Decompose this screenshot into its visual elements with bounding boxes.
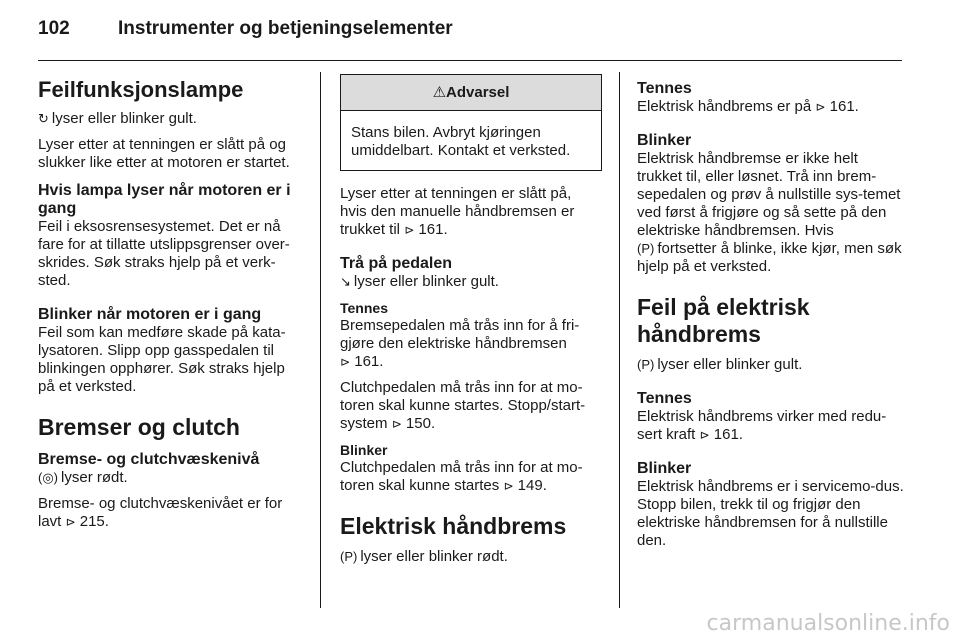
heading-tennes: Tennes — [340, 300, 388, 316]
page-ref[interactable]: 149. — [517, 477, 547, 494]
tennes-body: Elektrisk håndbrems er på ⊳ 161. — [637, 98, 859, 115]
heading-blinker: Blinker — [637, 132, 692, 149]
column-divider-1 — [320, 72, 321, 608]
page-ref-arrow-icon: ⊳ — [699, 428, 710, 442]
column-3 — [637, 70, 907, 558]
heading-tennes-2: Tennes — [637, 390, 692, 407]
clutch-body: Clutchpedalen må trås inn for at mo-toren skal kunne startes. Stopp/start-system ⊳ 150. — [340, 379, 586, 432]
heading-bremse-nivaa: Bremse- og clutchvæskenivå — [38, 451, 260, 468]
heading-bremser-clutch: Bremser og clutch — [38, 414, 240, 440]
parking-brake-icon: (P) — [340, 549, 358, 564]
nivaa-body: Bremse- og clutchvæskenivået er for lavt ⊳ 215. — [38, 495, 283, 530]
column-2 — [340, 70, 602, 574]
brake-fluid-icon: (◎) — [38, 470, 59, 485]
nivaa-status: (◎) lyser rødt. — [38, 469, 128, 486]
heading-feilfunksjonslampe: Feilfunksjonslampe — [38, 77, 244, 102]
engine-icon: ↻ — [38, 111, 49, 126]
blinker2-body: Elektrisk håndbrems er i servicemo-dus. Stopp bilen, trekk til og frigjør den elektriske håndbremsen for å nullstille den. — [637, 478, 904, 549]
warning-triangle-icon: ⚠ — [432, 84, 447, 101]
column-divider-2 — [619, 72, 620, 608]
tennes2-body: Elektrisk håndbrems virker med redu-sert kraft ⊳ 161. — [637, 408, 887, 443]
watermark: carmanualsonline.info — [706, 611, 950, 636]
page-ref-arrow-icon: ⊳ — [340, 355, 351, 369]
page-ref-arrow-icon: ⊳ — [503, 479, 514, 493]
page-ref[interactable]: 161. — [713, 426, 743, 443]
heading-blinker-motor: Blinker når motoren er i gang — [38, 306, 262, 323]
page-ref[interactable]: 161. — [829, 98, 859, 115]
warning-box — [340, 74, 602, 171]
parking-brake-icon: (P) — [637, 241, 655, 256]
elektrisk-status: (P) lyser eller blinker rødt. — [340, 548, 508, 565]
blinker-body: Clutchpedalen må trås inn for at mo-toren skal kunne startes ⊳ 149. — [340, 459, 583, 494]
column-1 — [38, 70, 304, 539]
blinker-body: Feil som kan medføre skade på kata-lysatoren. Slipp opp gasspedalen til blinkingen opphører. Søk straks hjelp på et verksted. — [38, 324, 286, 395]
feil-body: Lyser etter at tenningen er slått på og slukker like etter at motoren er startet. — [38, 136, 290, 171]
page-header — [38, 18, 453, 40]
heading-tennes: Tennes — [637, 80, 692, 97]
header-rule — [38, 60, 902, 61]
feil-status: ↻ lyser eller blinker gult. — [38, 110, 197, 127]
page-ref[interactable]: 161. — [354, 353, 384, 370]
page-ref-arrow-icon: ⊳ — [404, 223, 415, 237]
page-ref-arrow-icon: ⊳ — [65, 515, 76, 529]
heading-elektrisk-håndbrems: Elektrisk håndbrems — [340, 513, 567, 539]
chapter-title: Instrumenter og betjeningselementer — [118, 18, 453, 39]
heading-blinker: Blinker — [340, 442, 388, 458]
tennes-body: Bremsepedalen må trås inn for å fri-gjøre den elektriske håndbremsen ⊳ 161. — [340, 317, 580, 370]
heading-blinker-2: Blinker — [637, 460, 692, 477]
pedal-icon: ↘ — [340, 274, 351, 289]
page-ref[interactable]: 161. — [418, 221, 448, 238]
page-ref[interactable]: 150. — [405, 415, 436, 432]
page-number: 102 — [38, 18, 70, 39]
page-ref-arrow-icon: ⊳ — [815, 100, 826, 114]
warning-body: Stans bilen. Avbryt kjøringen umiddelbart. Kontakt et verksted. — [351, 124, 571, 159]
parking-brake-fault-icon: (P) — [637, 357, 655, 372]
blinker-body: Elektrisk håndbremse er ikke helt trukket til, eller løsnet. Trå inn brem-sepedalen og prøv å nullstille sys-temet ved først å frigjøre og så sette på den elektriske håndbremsen. Hvis (P) fortsetter å blinke, ikke kjør, men søk hjelp på et verksted. — [637, 150, 902, 275]
page-ref[interactable]: 215. — [79, 513, 109, 530]
page-ref-arrow-icon: ⊳ — [391, 417, 402, 431]
heading-hvis-lampa: Hvis lampa lyser når motoren er i gang — [38, 182, 291, 217]
feil-status: (P) lyser eller blinker gult. — [637, 356, 803, 373]
pedal-status: ↘ lyser eller blinker gult. — [340, 273, 499, 290]
intro-body: Lyser etter at tenningen er slått på, hvis den manuelle håndbremsen er trukket til ⊳ 161. — [340, 185, 575, 238]
heading-feil-håndbrems: Feil på elektrisk håndbrems — [637, 294, 810, 347]
hvis-body: Feil i eksosrensesystemet. Det er nå fare for at tillatte utslippsgrenser over-skrides. Søk straks hjelp på et verk-sted. — [38, 218, 290, 289]
warning-title: ⚠Advarsel — [341, 75, 601, 111]
heading-trå-pedalen: Trå på pedalen — [340, 255, 453, 272]
